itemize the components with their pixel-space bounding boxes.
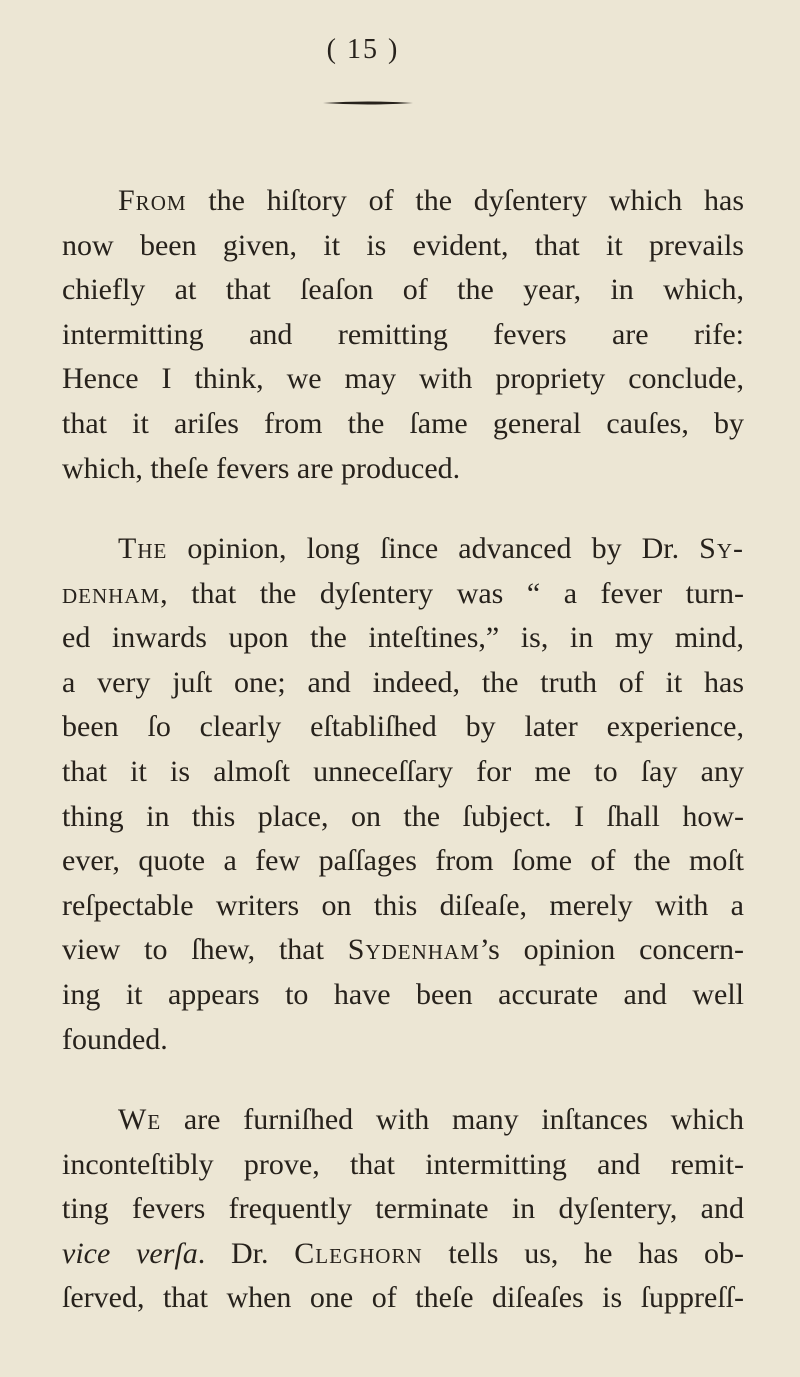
text-line: ever, quote a few paſſages from ſome of the moſt [62,844,744,878]
text-line: intermitting and remitting fevers are rife: [62,317,744,351]
text-line: chiefly at that ſeaſon of the year, in which, [62,273,744,307]
text-line: vice verſa. Dr. Cleghorn tells us, he has ob- [62,1236,745,1270]
text-line: The opinion, long ſince advanced by Dr. Sy- [118,532,744,565]
text-line: Hence I think, we may with propriety conclude, [62,362,744,396]
text-line: founded. [62,1022,168,1056]
text-line: We are furniſhed with many inſtances which [118,1103,744,1136]
paragraph-1 [62,179,744,491]
paragraph-3 [62,1098,744,1321]
text-line: now been given, it is evident, that it prevails [62,228,744,262]
text-line: view to ſhew, that Sydenham’s opinion concern- [62,933,744,967]
text-line: ed inwards upon the inteſtines,” is, in my mind, [62,621,744,655]
text-line: ting fevers frequently terminate in dyſentery, and [62,1192,744,1226]
text-line: From the hiſtory of the dyſentery which has [118,184,744,217]
text-line: reſpectable writers on this diſeaſe, merely with a [62,888,744,922]
paragraph-2 [62,527,744,1062]
text-line: denham, that the dyſentery was “ a fever turn- [62,576,744,610]
page-number: ( 15 ) [326,34,400,65]
text-line: that it ariſes from the ſame general cauſes, by [62,406,744,440]
text-line: ſerved, that when one of theſe diſeaſes is ſuppreſſ- [62,1281,744,1315]
text-line: been ſo clearly eſtabliſhed by later experience, [62,710,744,744]
text-line: ing it appears to have been accurate and well [62,977,744,1011]
text-line: inconteſtibly prove, that intermitting and remit- [62,1147,744,1181]
text-line: which, theſe fevers are produced. [62,451,461,485]
text-line: a very juſt one; and indeed, the truth of it has [62,665,744,699]
text-line: that it is almoſt unneceſſary for me to ſay any [62,754,744,788]
ornament-rule [323,100,413,106]
text-line: thing in this place, on the ſubject. I ſhall how- [62,799,744,833]
